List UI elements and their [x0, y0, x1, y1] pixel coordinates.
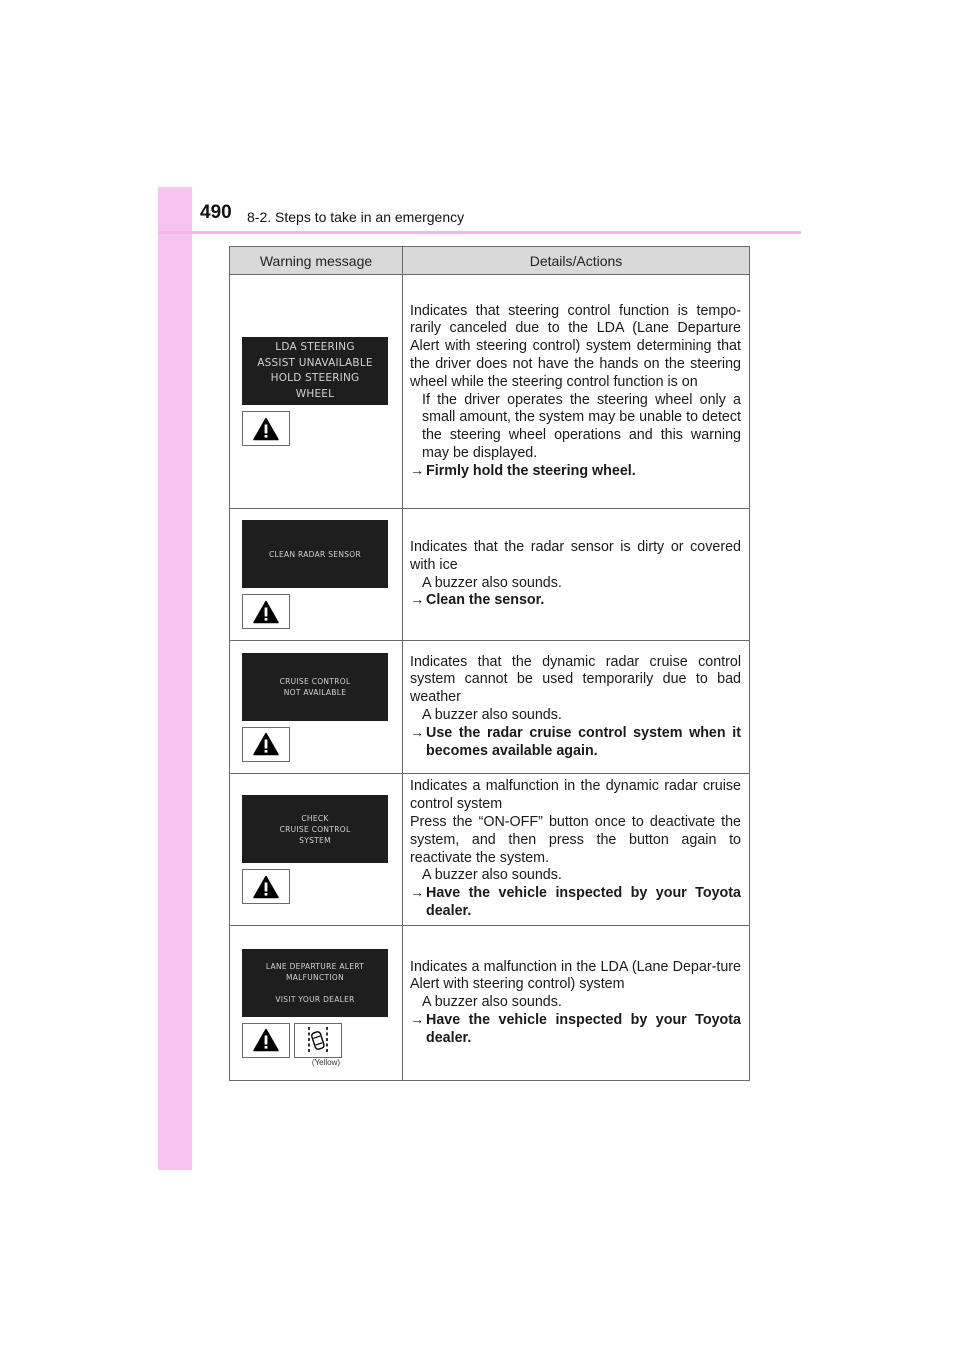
- note-text: A buzzer also sounds.: [422, 707, 562, 723]
- warning-message-cell: [230, 641, 403, 774]
- note-text: If the driver operates the steering wheel only a small amount, the system may be unable to detect the steering wheel operations and this warning may be displayed.: [422, 391, 741, 461]
- table-row: [230, 774, 750, 926]
- warning-message-cell: [230, 275, 403, 509]
- warning-triangle-icon: [242, 1023, 290, 1058]
- display-screen: LDA STEERING ASSIST UNAVAILABLE HOLD STEERING WHEEL: [242, 337, 388, 405]
- display-screen: CHECK CRUISE CONTROL SYSTEM: [242, 795, 388, 863]
- note-text: A buzzer also sounds.: [422, 867, 562, 884]
- details-actions-cell: [403, 275, 750, 509]
- page-number: 490: [200, 202, 232, 223]
- table-row: [230, 275, 750, 509]
- table-row: [230, 926, 750, 1081]
- section-tab-strip: [158, 187, 192, 1170]
- header-details-actions: Details/Actions: [403, 247, 750, 275]
- detail-text: Indicates that steering control function is tempo-rarily canceled due to the LDA (Lane Departure Alert with steering control) system determining that the driver does not have the hands on the steering wheel while the steering control function is on: [410, 302, 741, 390]
- action-text: → Have the vehicle inspected by your Toyota dealer.: [410, 885, 741, 919]
- display-screen: CLEAN RADAR SENSOR: [242, 520, 388, 588]
- warning-triangle-icon: [242, 594, 290, 629]
- detail-text: Indicates a malfunction in the dynamic radar cruise control system: [410, 778, 741, 813]
- action-text: → Use the radar cruise control system when it becomes available again.: [410, 724, 741, 759]
- table-row: [230, 509, 750, 641]
- header-warning-message: Warning message: [230, 247, 403, 275]
- icon-color-label: (Yellow): [311, 1057, 341, 1067]
- warning-triangle-icon: [242, 727, 290, 762]
- table-header-row: [230, 247, 750, 275]
- table-row: [230, 641, 750, 774]
- details-actions-cell: [403, 641, 750, 774]
- display-screen: LANE DEPARTURE ALERT MALFUNCTION VISIT YOUR DEALER: [242, 949, 388, 1017]
- note-text: A buzzer also sounds.: [422, 994, 562, 1011]
- display-screen: CRUISE CONTROL NOT AVAILABLE: [242, 653, 388, 721]
- details-actions-cell: [403, 926, 750, 1081]
- detail-text: Indicates that the radar sensor is dirty or covered with ice: [410, 538, 741, 573]
- details-actions-cell: [403, 509, 750, 641]
- action-text: → Have the vehicle inspected by your Toyota dealer.: [410, 1011, 741, 1046]
- warning-message-cell: [230, 774, 403, 926]
- warning-triangle-icon: [242, 411, 290, 446]
- warning-triangle-icon: [242, 869, 290, 904]
- details-actions-cell: [403, 774, 750, 926]
- action-text: → Firmly hold the steering wheel.: [410, 462, 636, 479]
- lane-departure-icon: [294, 1023, 342, 1058]
- detail-text-secondary: Press the “ON-OFF” button once to deactivate the system, and then press the button again to reactivate the system.: [410, 813, 741, 866]
- section-title: 8-2. Steps to take in an emergency: [247, 209, 465, 225]
- action-text: → Clean the sensor.: [410, 592, 545, 609]
- header-rule: [158, 231, 801, 234]
- detail-text: Indicates a malfunction in the LDA (Lane Depar-ture Alert with steering control) system: [410, 958, 741, 993]
- warning-message-cell: [230, 926, 403, 1081]
- warning-message-cell: [230, 509, 403, 641]
- note-text: A buzzer also sounds.: [422, 574, 562, 591]
- detail-text: Indicates that the dynamic radar cruise control system cannot be used temporarily due to bad weather: [410, 653, 741, 706]
- warning-message-table: [229, 246, 750, 1081]
